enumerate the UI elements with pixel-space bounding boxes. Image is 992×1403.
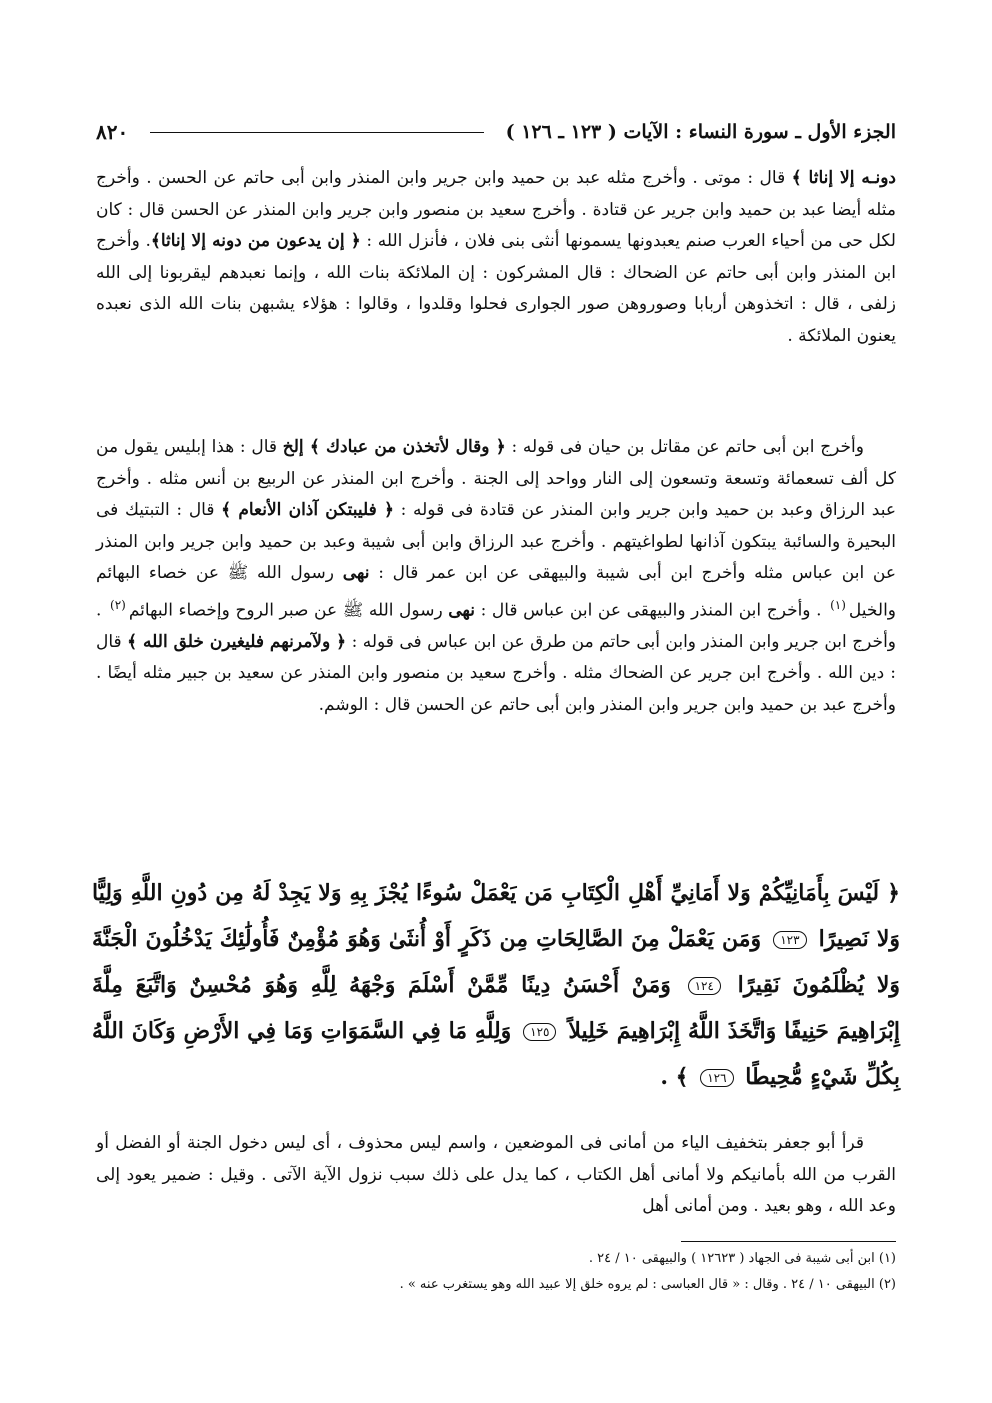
- text-run: قال : دين الله . وأخرج ابن جرير عن الضحاك مثله . وأخرج سعيد بن منصور وابن المنذر عن سعيد بن جبير مثله أيضًا . وأخرج عبد بن حميد وابن جرير وابن المنذر وابن أبى حاتم عن الحسن قال : الوشم.: [96, 631, 896, 715]
- quran-verses: [92, 870, 900, 1100]
- verse-123: لَيْسَ بِأَمَانِيِّكُمْ وَلا أَمَانِيِّ أَهْلِ الْكِتَابِ مَن يَعْمَلْ سُوءًا يُجْزَ بِهِ وَلا يَجِدْ لَهُ مِن دُونِ اللَّهِ وَلِيًّا وَلا نَصِيرًا: [92, 880, 901, 952]
- footnote-ref-1[interactable]: (١): [830, 597, 846, 612]
- ayah-number-marker: ١٢٦: [700, 1069, 733, 1087]
- verse-126: وَلِلَّهِ مَا فِي السَّمَوَاتِ وَمَا فِي الأَرْضِ وَكَانَ اللَّهُ بِكُلِّ شَيْءٍ مُّحِيطًا: [92, 1018, 900, 1090]
- header-rule: [150, 132, 483, 133]
- text-run: . وأخرج ابن جرير وابن المنذر وابن أبى حاتم من طرق عن ابن عباس فى قوله :: [96, 600, 896, 652]
- ayah-number-marker: ١٢٤: [688, 977, 721, 995]
- paragraph-1: [96, 163, 896, 352]
- bold-word: نهى: [448, 600, 475, 621]
- footnote-2: (٢) البيهقى ١٠ / ٢٤ . وقال : « قال العباسى : لم يروه خلق إلا عبيد الله وهو يستغرب عنه » .: [399, 1277, 896, 1292]
- ornate-bracket-close: ﴾ .: [660, 1064, 689, 1090]
- running-header: [96, 112, 896, 152]
- verse-125: وَمَنْ أَحْسَنُ دِينًا مِّمَّنْ أَسْلَمَ وَجْهَهُ لِلَّهِ وَهُوَ مُحْسِنٌ وَاتَّبَعَ مِلَّةَ إِبْرَاهِيمَ حَنِيفًا وَاتَّخَذَ اللَّهُ إِبْرَاهِيمَ خَلِيلاً: [92, 972, 900, 1044]
- ayah-number-marker: ١٢٣: [773, 931, 806, 949]
- quote-bold: ﴿ فليبتكن آذان الأنعام ﴾: [221, 500, 394, 520]
- footnote-separator: [681, 1241, 896, 1242]
- verse-124: وَمَن يَعْمَلْ مِنَ الصَّالِحَاتِ مِن ذَكَرٍ أَوْ أُنثَىٰ وَهُوَ مُؤْمِنٌ فَأُولَٰئِكَ يَدْخُلُونَ الْجَنَّةَ وَلا يُظْلَمُونَ نَقِيرًا: [92, 926, 900, 998]
- text-run: قال : التبتيك فى البحيرة والسائبة يبتكون آذانها لطواغيتهم . وأخرج عبد الرزاق وابن أبى شيبة وعبد بن حميد وابن جرير وابن المنذر عن ابن عباس مثله وأخرج ابن أبى شيبة والبيهقى عن ابن عمر قال :: [96, 500, 896, 583]
- quote-bold: ﴿ وقال لأتخذن من عبادك ﴾ إلخ: [282, 437, 506, 457]
- text-run: . وأخرج ابن المنذر وابن أبى حاتم عن الضحاك : قال المشركون : إن الملائكة بنات الله ، وإنما نعبدهم ليقربونا إلى الله زلفى ، قال : اتخذوهن أربابا وصوروهن صور الجوارى فحلوا وقلدوا ، وقالوا : هؤلاء يشبهن بنات الله الذى نعبده يعنون الملائكة .: [96, 231, 896, 346]
- text-run: قال : هذا إبليس يقول من كل ألف تسعمائة وتسعة وتسعون إلى النار وواحد إلى الجنة . وأخرج ابن المنذر عن الربيع بن أنس مثله . وأخرج عبد الرزاق وعبد بن حميد وابن جرير وابن المنذر عن قتادة فى قوله :: [96, 437, 896, 520]
- quote-bold: ﴿ إن يدعون من دونه إلا إناثا﴾: [150, 231, 361, 251]
- ayah-number-marker: ١٢٥: [523, 1023, 556, 1041]
- text-run: . وأخرج ابن المنذر والبيهقى عن ابن عباس قال :: [475, 600, 828, 621]
- paragraph-3: قرأ أبو جعفر بتخفيف الياء من أمانى فى الموضعين ، واسم ليس محذوف ، أى ليس دخول الجنة أو الفضل أو القرب من الله بأمانيكم ولا أمانى أهل الكتاب ، كما يدل على ذلك سبب نزول الآية الآتى . وقيل : ضمير يعود إلى وعد الله ، وهو بعيد . ومن أمانى أهل: [96, 1133, 896, 1216]
- footnotes: [96, 1246, 896, 1298]
- text-run: رسول الله ﷺ عن صبر الروح وإخصاء البهائم: [128, 600, 449, 621]
- bold-word: نهى: [342, 563, 370, 583]
- paragraph-2: [96, 432, 896, 721]
- footnote-1: (١) ابن أبى شيبة فى الجهاد ( ١٢٦٢٣ ) والبيهقى ١٠ / ٢٤ .: [588, 1251, 896, 1266]
- ornate-bracket-open: ﴿: [887, 880, 900, 906]
- running-title: الجزء الأول ـ سورة النساء : الآيات ( ١٢٣ ـ ١٢٦ ): [505, 121, 896, 143]
- quote-bold: دونـه إلا إناثا ﴾: [791, 168, 896, 188]
- text-run: قال : موتى . وأخرج مثله عبد بن حميد وابن جرير وابن المنذر وابن أبى حاتم عن الحسن . وأخرج مثله أيضا عبد بن حميد وابن جرير عن قتادة . وأخرج سعيد بن منصور وابن جرير وابن المنذر عن الحسن قال : كان لكل حى من أحياء العرب صنم يعبدونها يسمونها أنثى بنى فلان ، فأنزل الله :: [96, 168, 896, 251]
- quote-bold: ﴿ ولآمرنهم فليغيرن خلق الله ﴾: [127, 631, 347, 652]
- page-number: ٨٢٠: [96, 120, 129, 144]
- text-run: وأخرج ابن أبى حاتم عن مقاتل بن حيان فى قوله :: [505, 437, 864, 457]
- footnote-ref-2[interactable]: (٢): [110, 597, 126, 612]
- text-run: رسول الله ﷺ عن خصاء البهائم والخيل: [96, 563, 897, 621]
